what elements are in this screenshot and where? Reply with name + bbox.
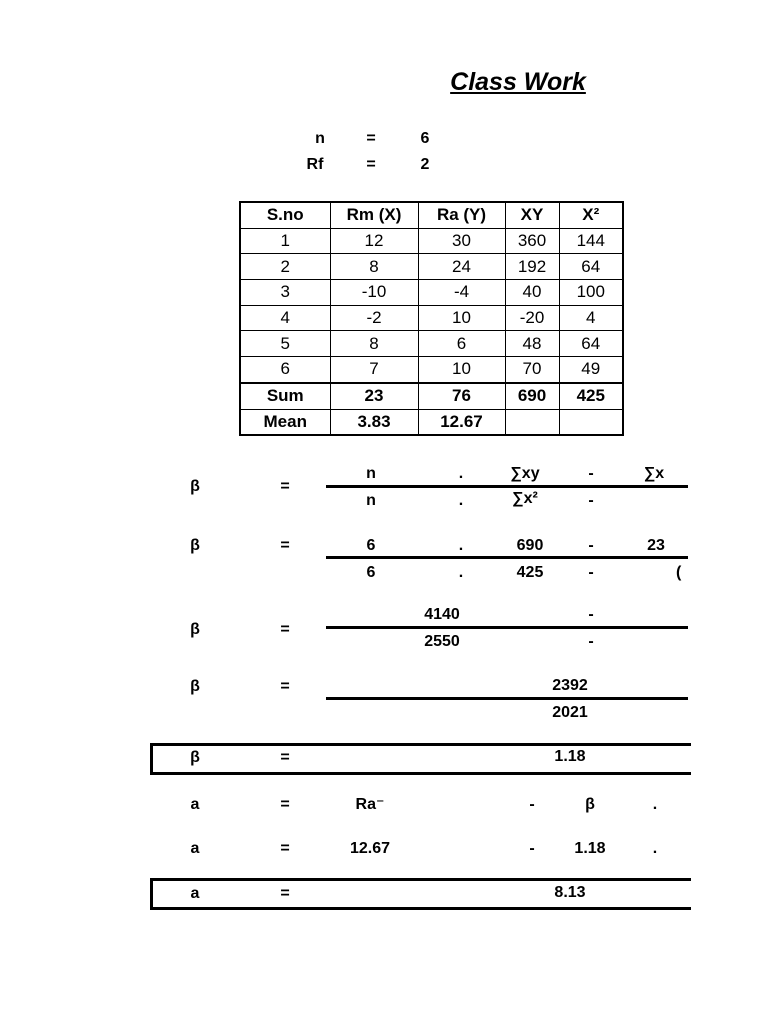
sum-cell: 76 (418, 383, 505, 409)
table-cell: 192 (505, 254, 559, 280)
table-cell: 70 (505, 357, 559, 383)
mean-cell: 3.83 (330, 409, 418, 435)
a-symbol: a (190, 796, 200, 813)
dot-operator: . (458, 564, 464, 581)
beta-value: 1.18 (574, 840, 606, 857)
beta-symbol: β (585, 796, 595, 813)
table-cell: 1 (240, 228, 330, 254)
beta-symbol: β (190, 621, 200, 638)
table-cell: 49 (559, 357, 623, 383)
a-result-value: 8.13 (554, 884, 586, 901)
mean-cell: 12.67 (418, 409, 505, 435)
a-result-box (150, 878, 691, 910)
numerator-product: 4140 (424, 606, 460, 623)
sum-cell: 23 (330, 383, 418, 409)
table-cell: 3 (240, 280, 330, 306)
minus-operator: - (588, 633, 594, 650)
minus-operator: - (588, 465, 594, 482)
table-cell: 48 (505, 331, 559, 357)
data-table (239, 201, 624, 436)
table-cell: 4 (559, 305, 623, 331)
table-cell: 30 (418, 228, 505, 254)
dot-operator: . (458, 537, 464, 554)
equals-sign: = (280, 796, 290, 813)
minus-operator: - (588, 492, 594, 509)
table-cell: 64 (559, 254, 623, 280)
sum-cell: 425 (559, 383, 623, 409)
table-row (240, 331, 623, 357)
a-symbol: a (190, 840, 200, 857)
sum-xy: ∑xy (510, 465, 540, 482)
table-cell: 8 (330, 254, 418, 280)
equals-sign: = (280, 537, 290, 554)
denominator-n: n (366, 492, 376, 509)
minus-operator: - (588, 606, 594, 623)
numerator-n: n (366, 465, 376, 482)
header-rm: Rm (X) (330, 202, 418, 228)
table-cell: 4 (240, 305, 330, 331)
table-row (240, 228, 623, 254)
equals-sign: = (280, 478, 290, 495)
sum-x-squared: ∑x² (512, 490, 538, 507)
dot-operator: . (458, 465, 464, 482)
beta-result-value: 1.18 (554, 748, 586, 765)
param-rf-label: Rf (306, 156, 324, 173)
beta-symbol: β (190, 749, 200, 766)
table-cell: 10 (418, 357, 505, 383)
fraction-line (326, 697, 688, 700)
mean-cell (505, 409, 559, 435)
sum-label: Sum (240, 383, 330, 409)
minus-operator: - (529, 840, 535, 857)
sum-row (240, 383, 623, 409)
table-header-row (240, 202, 623, 228)
table-row (240, 357, 623, 383)
table-cell: -10 (330, 280, 418, 306)
dot-operator: . (652, 796, 658, 813)
numerator-difference: 2392 (552, 677, 588, 694)
page-title: Class Work (450, 68, 586, 96)
mean-cell (559, 409, 623, 435)
equals-sign: = (280, 749, 290, 766)
table-cell: -4 (418, 280, 505, 306)
dot-operator: . (652, 840, 658, 857)
sum-x-squared-value: 425 (516, 564, 544, 581)
table-row (240, 280, 623, 306)
mean-label: Mean (240, 409, 330, 435)
table-row (240, 305, 623, 331)
beta-symbol: β (190, 678, 200, 695)
minus-operator: - (588, 564, 594, 581)
table-cell: 10 (418, 305, 505, 331)
numerator-n-value: 6 (366, 537, 376, 554)
param-n-label: n (315, 130, 325, 147)
table-cell: 144 (559, 228, 623, 254)
fraction-line (326, 556, 688, 559)
denominator-product: 2550 (424, 633, 460, 650)
sum-x: ∑x (643, 465, 665, 482)
table-cell: 6 (418, 331, 505, 357)
header-sno: S.no (240, 202, 330, 228)
sum-x-value: 23 (647, 537, 665, 554)
table-cell: 12 (330, 228, 418, 254)
param-rf-eq: = (366, 156, 376, 173)
mean-ra-value: 12.67 (349, 840, 391, 857)
mean-row (240, 409, 623, 435)
denominator-difference: 2021 (552, 704, 588, 721)
param-rf-value: 2 (420, 156, 430, 173)
fraction-line (326, 485, 688, 488)
table-cell: 6 (240, 357, 330, 383)
table-cell: 2 (240, 254, 330, 280)
equals-sign: = (280, 840, 290, 857)
equals-sign: = (280, 885, 290, 902)
beta-result-box (150, 743, 691, 775)
table-cell: -2 (330, 305, 418, 331)
equals-sign: = (280, 678, 290, 695)
minus-operator: - (588, 537, 594, 554)
beta-symbol: β (190, 478, 200, 495)
header-x2: X² (559, 202, 623, 228)
header-ra: Ra (Y) (418, 202, 505, 228)
table-row (240, 254, 623, 280)
table-cell: 360 (505, 228, 559, 254)
beta-symbol: β (190, 537, 200, 554)
table-cell: 7 (330, 357, 418, 383)
table-cell: 40 (505, 280, 559, 306)
mean-ra: Ra⁻ (355, 796, 385, 813)
param-n-value: 6 (420, 130, 430, 147)
minus-operator: - (529, 796, 535, 813)
dot-operator: . (458, 492, 464, 509)
param-n-eq: = (366, 130, 376, 147)
table-cell: 8 (330, 331, 418, 357)
table-cell: 5 (240, 331, 330, 357)
sum-xy-value: 690 (516, 537, 544, 554)
denominator-n-value: 6 (366, 564, 376, 581)
table-cell: 24 (418, 254, 505, 280)
fraction-line (326, 626, 688, 629)
table-cell: -20 (505, 305, 559, 331)
equals-sign: = (280, 621, 290, 638)
a-symbol: a (190, 885, 200, 902)
open-paren: ( (676, 564, 682, 581)
table-cell: 100 (559, 280, 623, 306)
header-xy: XY (505, 202, 559, 228)
sum-cell: 690 (505, 383, 559, 409)
table-cell: 64 (559, 331, 623, 357)
